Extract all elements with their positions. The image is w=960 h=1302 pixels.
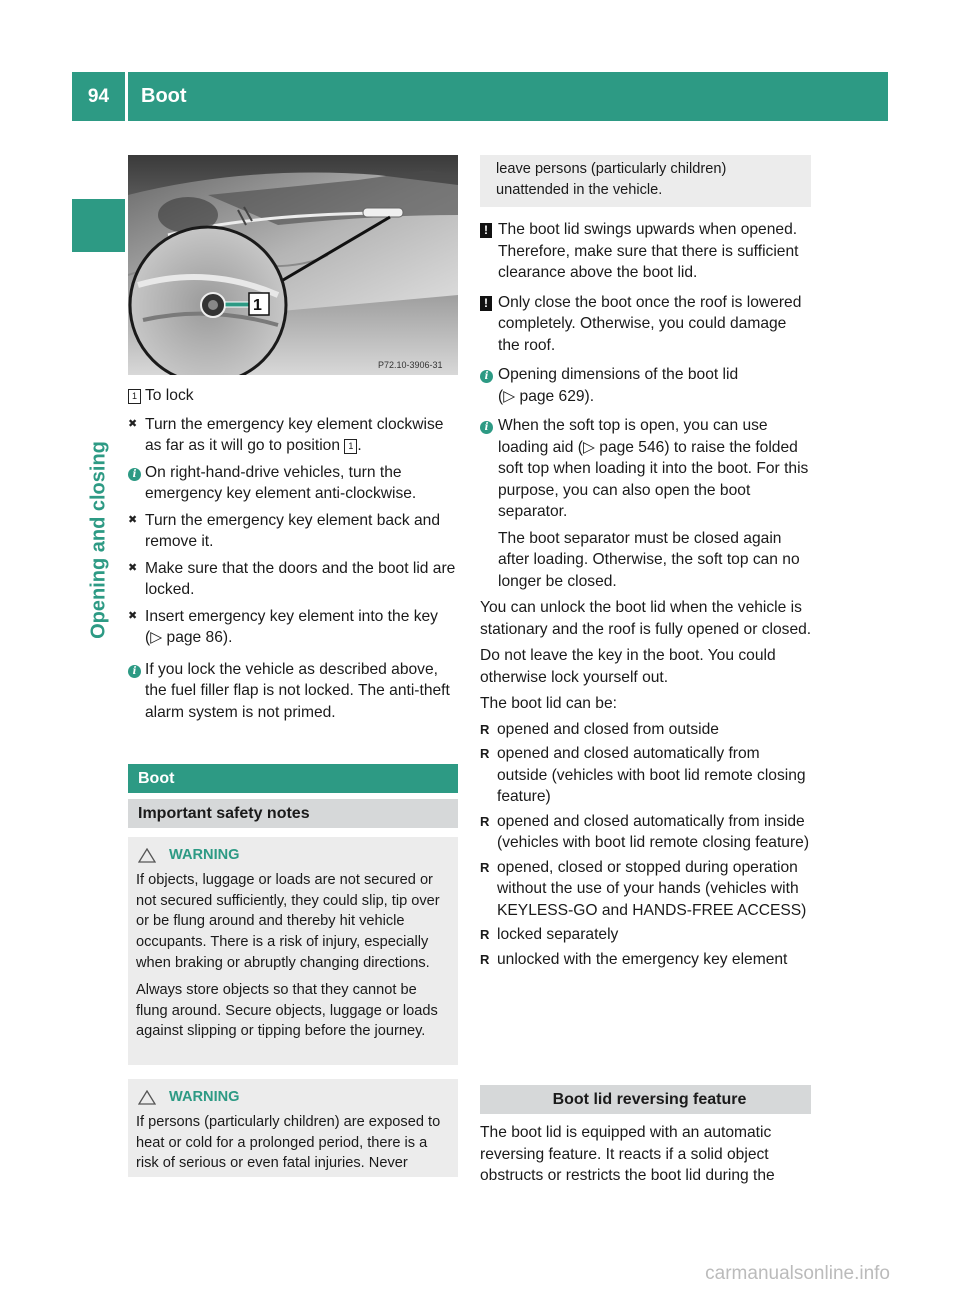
chapter-tab <box>72 199 125 252</box>
note-item <box>480 219 812 284</box>
warning-title: WARNING <box>136 845 450 866</box>
caution-icon: ! <box>480 223 492 238</box>
info-text: When the soft top is open, you can use loading aid (▷ page 546) to raise the folded soft top when loading it into the boot. For this purpose, you can also open the boot separator. <box>498 417 809 520</box>
step-item <box>128 606 460 649</box>
info-text: Opening dimensions of the boot lid <box>498 366 739 383</box>
info-item <box>480 364 812 407</box>
figure-code: P72.10-3906-31 <box>378 360 443 370</box>
arrow-icon: ✖ <box>128 609 138 622</box>
warning-text: leave persons (particularly children) unattended in the vehicle. <box>496 161 727 198</box>
body-paragraph: You can unlock the boot lid when the vehicle is stationary and the roof is fully opened or closed. <box>480 599 812 638</box>
bullet-item: R opened and closed automatically from inside (vehicles with boot lid remote closing feature) <box>480 812 810 851</box>
page-reference[interactable]: (▷ page 629). <box>498 387 595 405</box>
warning-title: WARNING <box>136 1087 450 1108</box>
step-text: Turn the emergency key element clockwise as far as it will go to position <box>145 415 444 454</box>
bullet-item: R unlocked with the emergency key element <box>480 949 812 971</box>
body-paragraph: Do not leave the key in the boot. You could otherwise lock yourself out. <box>480 647 776 686</box>
warning-box <box>128 1079 458 1177</box>
right-column <box>480 219 812 970</box>
bullet-marker: R <box>480 859 490 875</box>
bullet-item: R opened, closed or stopped during operation without the use of your hands (vehicles with KEYLESS-GO and HANDS-FREE ACCESS) <box>480 858 807 919</box>
arrow-icon: ✖ <box>128 513 138 526</box>
info-text: If you lock the vehicle as described above, the fuel filler flap is not locked. The anti-theft alarm system is not primed. <box>145 660 450 721</box>
watermark: carmanualsonline.info <box>705 1263 890 1284</box>
step-text-end: . <box>357 437 362 454</box>
step-item <box>128 558 460 601</box>
info-icon: i <box>128 468 141 481</box>
step-text: Make sure that the doors and the boot lid are locked. <box>145 559 456 598</box>
arrow-icon: ✖ <box>128 561 138 574</box>
warning-icon <box>138 1090 156 1105</box>
caution-icon: ! <box>480 296 492 311</box>
info-icon: i <box>480 421 493 434</box>
arrow-icon: ✖ <box>128 417 138 430</box>
car-door-figure <box>128 155 458 375</box>
warning-text: If persons (particularly children) are exposed to heat or cold for a prolonged period, there is a risk of serious or even fatal injuries. Never <box>136 1113 441 1172</box>
legend-item <box>128 385 460 407</box>
header-divider <box>125 72 128 121</box>
step-item <box>128 510 460 553</box>
info-icon: i <box>128 665 141 678</box>
step-text: Insert emergency key element into the key <box>145 607 438 625</box>
info-text: The boot separator must be closed again after loading. Otherwise, the soft top can no longer be closed. <box>498 529 800 590</box>
info-item <box>128 659 460 724</box>
warning-text: Always store objects so that they cannot be flung around. Secure objects, luggage or loads against slipping or tipping before the journey. <box>136 981 438 1040</box>
warning-box <box>128 837 458 1065</box>
bullet-item: R opened and closed from outside <box>480 719 812 741</box>
warning-icon <box>138 848 156 863</box>
page-reference[interactable]: (▷ page 86). <box>145 629 233 646</box>
callout-number: 1 <box>344 439 357 454</box>
body-paragraph: The boot lid can be: <box>480 695 617 712</box>
info-text: On right-hand-drive vehicles, turn the emergency key element anti-clockwise. <box>145 463 417 502</box>
info-item <box>128 462 460 505</box>
callout-number: 1 <box>128 389 141 404</box>
note-text: Only close the boot once the roof is lowered completely. Otherwise, you could damage the roof. <box>498 293 802 354</box>
note-item <box>480 292 812 357</box>
left-column <box>128 385 460 723</box>
bullet-marker: R <box>480 721 490 737</box>
subsection-heading-reversing: Boot lid reversing feature <box>480 1085 811 1114</box>
bullet-item: R locked separately <box>480 924 812 946</box>
bullet-marker: R <box>480 951 490 967</box>
page-number: 94 <box>87 85 110 107</box>
chapter-label: Opening and closing <box>87 441 109 639</box>
warning-box-continued <box>480 155 811 207</box>
subsection-heading: Important safety notes <box>128 799 458 828</box>
legend-text: To lock <box>145 387 194 404</box>
bullet-marker: R <box>480 813 490 829</box>
step-text: Turn the emergency key element back and remove it. <box>145 511 440 550</box>
car-door-illustration <box>128 155 458 375</box>
note-text: The boot lid swings upwards when opened. Therefore, make sure that there is sufficient clearance above the boot lid. <box>498 221 799 281</box>
bullet-marker: R <box>480 746 490 761</box>
body-paragraph: The boot lid is equipped with an automatic reversing feature. It reacts if a solid object obstructs or restricts the boot lid during the <box>480 1124 775 1184</box>
bullet-marker: R <box>480 927 490 942</box>
page-title: Boot <box>141 85 187 107</box>
figure-callout-1: 1 <box>253 297 262 314</box>
header-bar <box>72 72 888 121</box>
info-icon: i <box>480 370 493 383</box>
reversing-paragraph-container <box>480 1122 812 1187</box>
bullet-item: R opened and closed automatically from outside (vehicles with boot lid remote closing feature) <box>480 745 806 805</box>
warning-text: If objects, luggage or loads are not secured or not secured sufficiently, they could slip, tip over or be flung around and thereby hit vehicle occupants. There is a risk of injury, especially when braking or abruptly changing directions. <box>136 871 440 971</box>
section-heading-boot: Boot <box>128 764 458 793</box>
step-item <box>128 414 460 457</box>
info-item <box>480 415 812 523</box>
